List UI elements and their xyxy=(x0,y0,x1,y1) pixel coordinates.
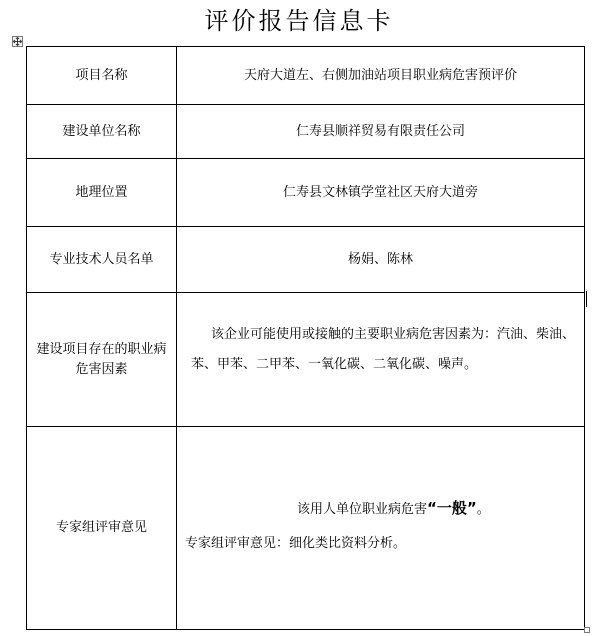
table-row xyxy=(27,427,585,630)
value-cell[interactable]: 杨娟、陈林 xyxy=(177,227,585,293)
opinion-prefix: 该用人单位职业病危害 xyxy=(297,502,428,517)
hazard-factors-text: 该企业可能使用或接触的主要职业病危害因素为：汽油、柴油、苯、甲苯、二甲苯、一氧化碳、二氧化碳、噪声。 xyxy=(191,326,576,372)
opinion-suffix: 。 xyxy=(476,502,490,517)
label-cell[interactable]: 专业技术人员名单 xyxy=(27,227,177,293)
opinion-conclusion xyxy=(177,491,584,527)
label-cell[interactable]: 地理位置 xyxy=(27,159,177,227)
table-resize-handle-icon[interactable] xyxy=(584,627,590,633)
table-row xyxy=(27,105,585,159)
table-row xyxy=(27,159,585,227)
text-cursor xyxy=(586,291,587,307)
label-cell[interactable]: 建设单位名称 xyxy=(27,105,177,159)
value-cell[interactable]: 仁寿县文林镇学堂社区天府大道旁 xyxy=(177,159,585,227)
label-cell[interactable]: 专家组评审意见 xyxy=(27,427,177,630)
opinion-emphasis: “一般” xyxy=(427,499,477,517)
value-cell[interactable] xyxy=(177,427,585,630)
info-table xyxy=(26,46,585,630)
table-move-handle-icon[interactable] xyxy=(12,36,23,47)
page-title: 评价报告信息卡 xyxy=(204,7,394,35)
table-row xyxy=(27,227,585,293)
opinion-detail: 专家组评审意见：细化类比资料分析。 xyxy=(185,536,407,551)
table-row xyxy=(27,47,585,105)
label-cell[interactable]: 建设项目存在的职业病危害因素 xyxy=(27,293,177,427)
label-cell[interactable]: 项目名称 xyxy=(27,47,177,105)
value-cell[interactable]: 仁寿县顺祥贸易有限责任公司 xyxy=(177,105,585,159)
table-row xyxy=(27,293,585,427)
value-cell[interactable] xyxy=(177,293,585,427)
value-cell[interactable]: 天府大道左、右侧加油站项目职业病危害预评价 xyxy=(177,47,585,105)
expert-opinion xyxy=(177,491,584,561)
